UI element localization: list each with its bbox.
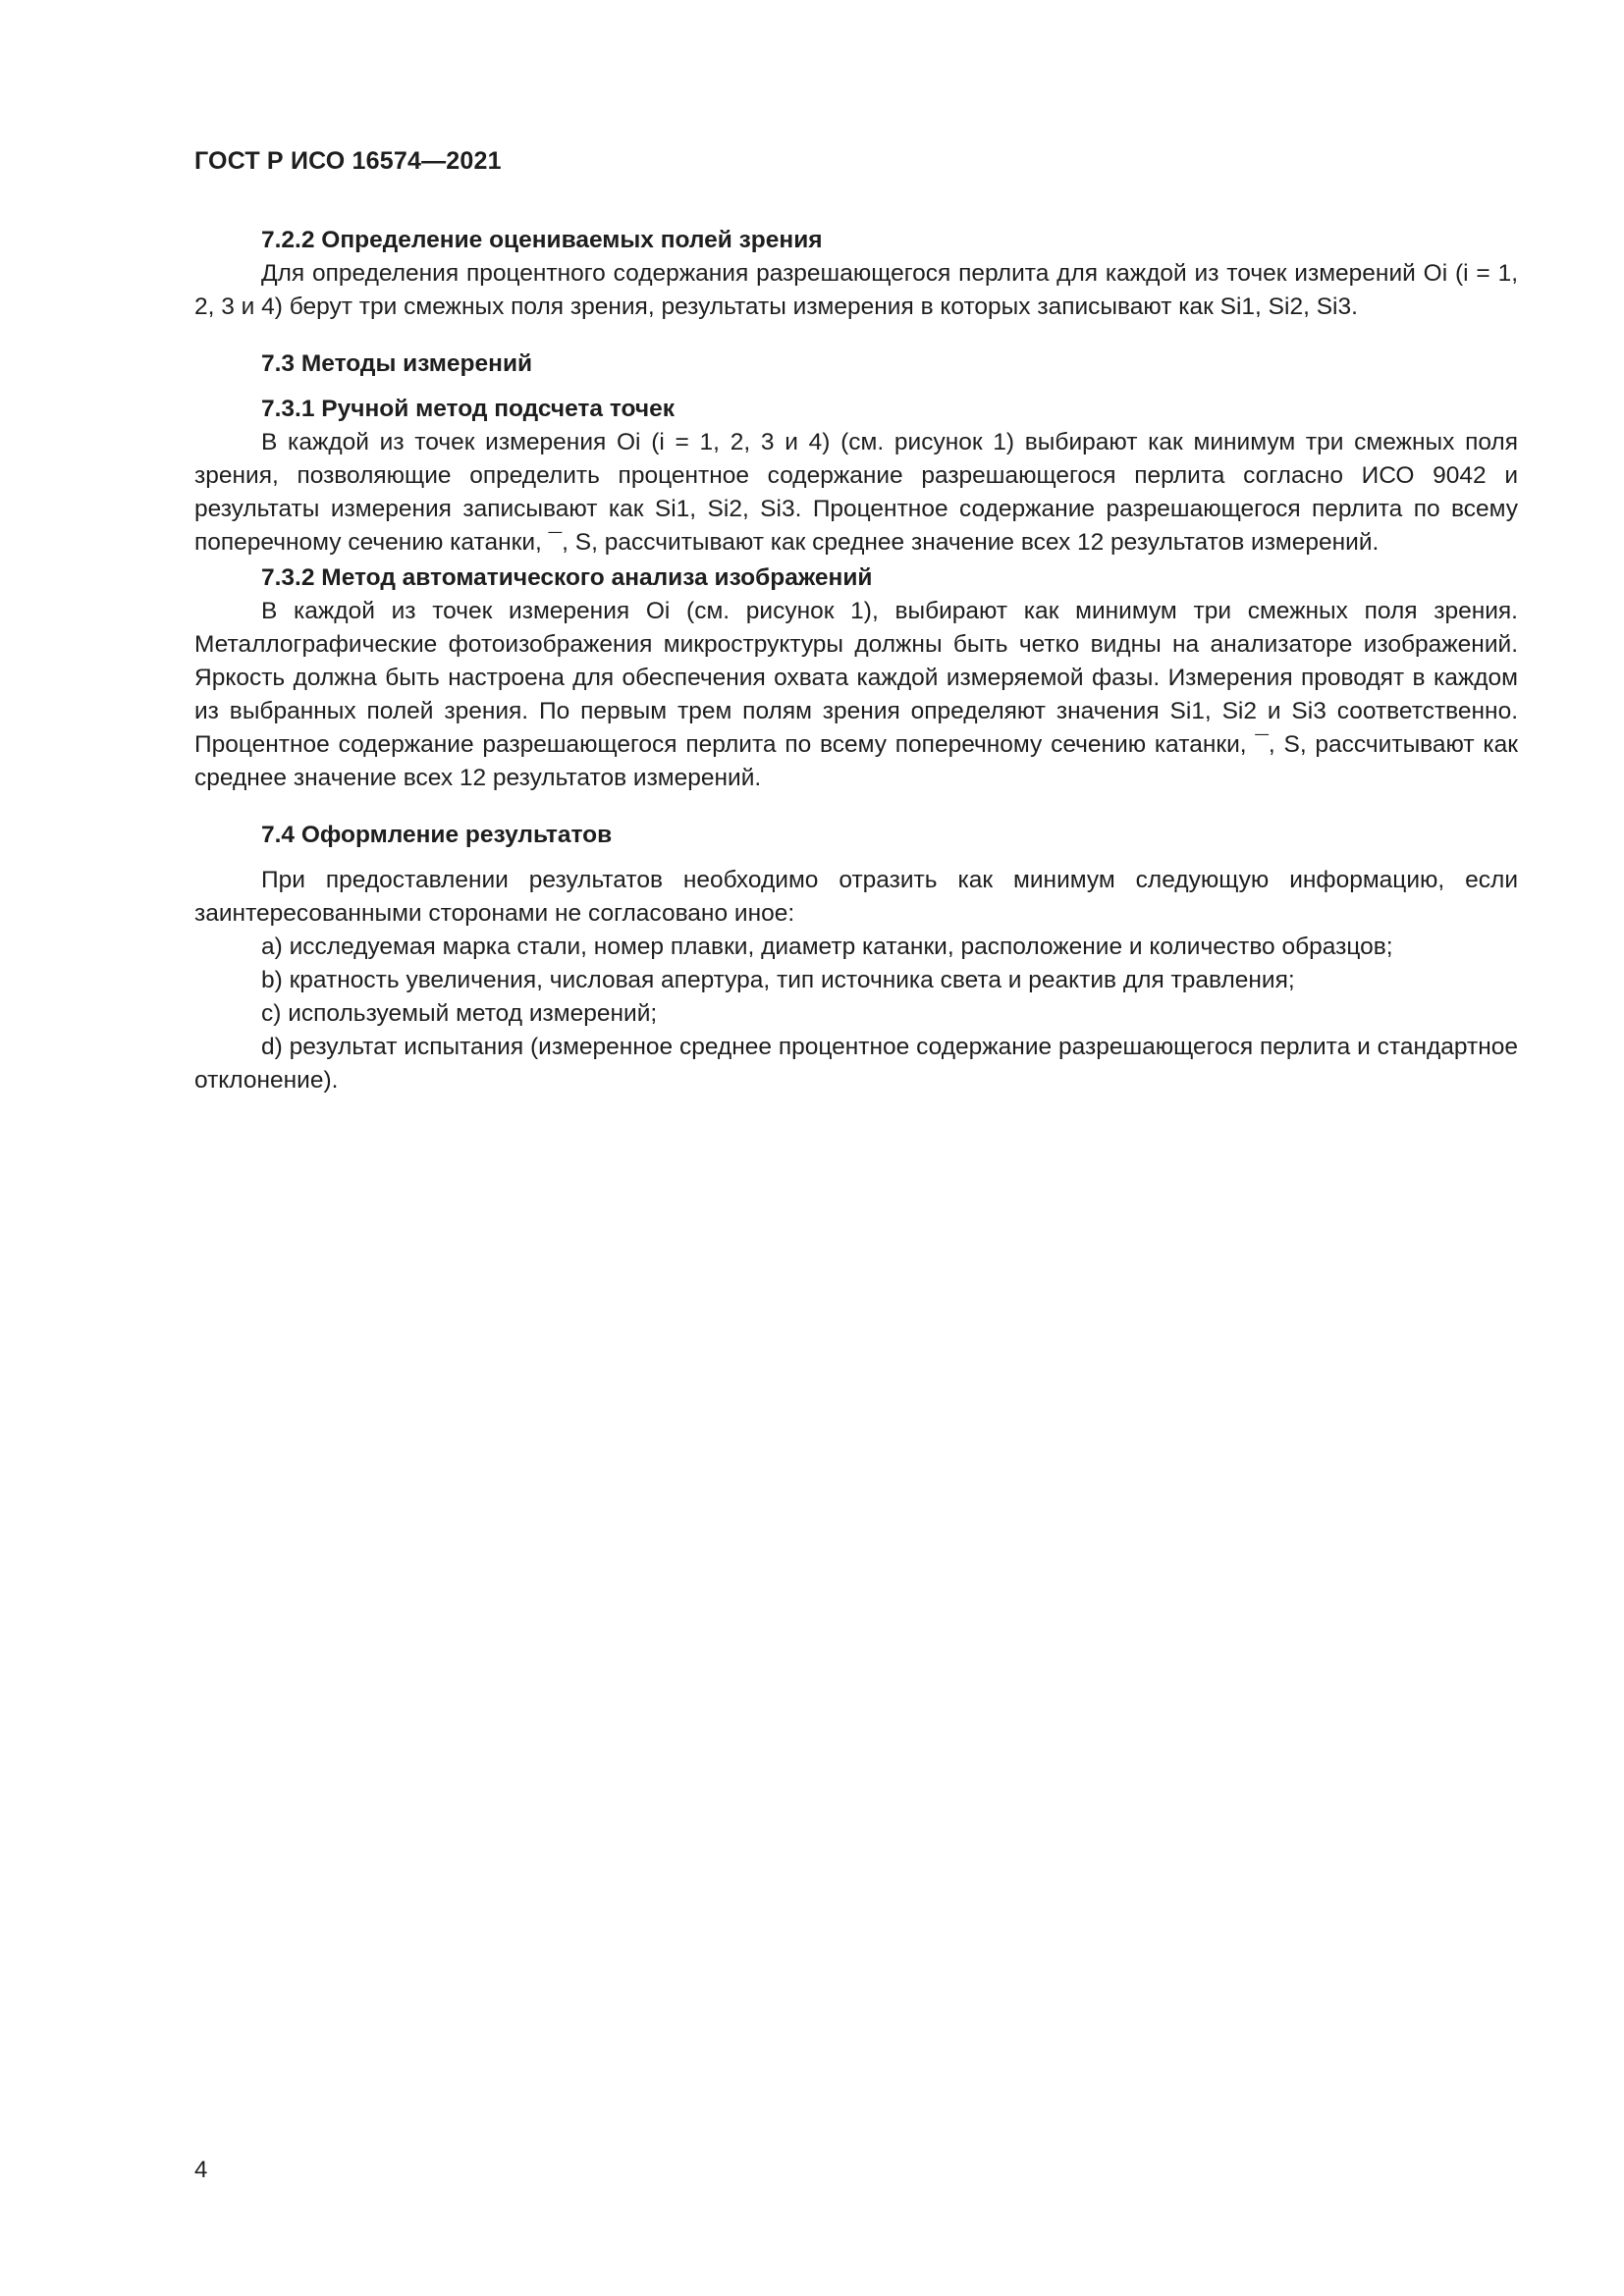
document-body: [194, 224, 1518, 1097]
section-7-2-2-heading: 7.2.2 Определение оцениваемых полей зрения: [261, 227, 823, 253]
spacer: [194, 795, 1518, 819]
list-item-b: b) кратность увеличения, числовая апертура, тип источника света и реактив для травления;: [261, 967, 1295, 993]
list-item-c: c) используемый метод измерений;: [261, 1000, 658, 1027]
document-code-header: ГОСТ Р ИСО 16574—2021: [194, 147, 502, 175]
section-7-3-2-heading: 7.3.2 Метод автоматического анализа изображений: [261, 564, 873, 591]
section-7-4-text: При предоставлении результатов необходимо отразить как минимум следующую информацию, если заинтересованными сторонами не согласовано иное:: [194, 867, 1518, 927]
page-number: 4: [194, 2157, 208, 2183]
spacer: [194, 324, 1518, 347]
section-7-3-1-text: В каждой из точек измерения Oi (i = 1, 2, 3 и 4) (см. рисунок 1) выбирают как минимум три смежных поля зрения, позволяющие определить процентное содержание разрешающегося перлита согласно ИСО 9042 и результаты измерения записывают как Si1, Si2, Si3. Процентное содержание разрешающегося перлита по всему поперечному сечению катанки, ¯, S, рассчитывают как среднее значение всех 12 результатов измерений.: [194, 429, 1518, 556]
section-7-3-heading: 7.3 Методы измерений: [261, 350, 533, 377]
section-7-4-heading: 7.4 Оформление результатов: [261, 822, 613, 848]
spacer: [194, 852, 1518, 864]
section-7-3-2-text: В каждой из точек измерения Oi (см. рисунок 1), выбирают как минимум три смежных поля зрения. Металлографические фотоизображения микроструктуры должны быть четко видны на анализаторе изображений. Яркость должна быть настроена для обеспечения охвата каждой измеряемой фазы. Измерения проводят в каждом из выбранных полей зрения. По первым трем полям зрения определяют значения Si1, Si2 и Si3 соответственно. Процентное содержание разрешающегося перлита по всему поперечному сечению катанки, ¯, S, рассчитывают как среднее значение всех 12 результатов измерений.: [194, 598, 1518, 791]
list-item-a: a) исследуемая марка стали, номер плавки, диаметр катанки, расположение и количество образцов;: [261, 934, 1393, 960]
section-7-2-2-text: Для определения процентного содержания разрешающегося перлита для каждой из точек измерений Oi (i = 1, 2, 3 и 4) берут три смежных поля зрения, результаты измерения в которых записывают как Si1, Si2, Si3.: [194, 260, 1518, 320]
section-7-3-1-heading: 7.3.1 Ручной метод подсчета точек: [261, 396, 675, 422]
spacer: [194, 381, 1518, 393]
list-item-d: d) результат испытания (измеренное среднее процентное содержание разрешающегося перлита и стандартное отклонение).: [194, 1034, 1518, 1094]
